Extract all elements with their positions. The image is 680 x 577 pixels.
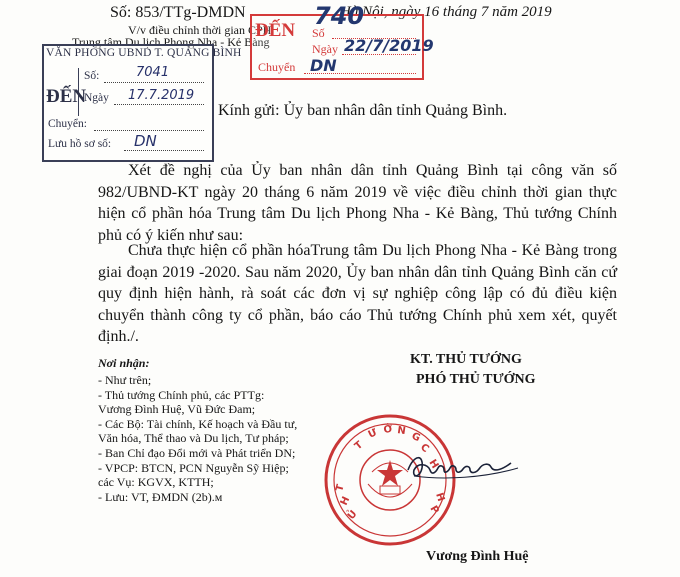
recipients-title: Nơi nhận: [98, 356, 150, 370]
recipient-line: - Ban Chỉ đạo Đổi mới và Phát triển DN; [98, 445, 296, 460]
stamp-blue-date-value: 17.7.2019 [128, 88, 195, 103]
stamp-red-overlay-number: 740 [314, 2, 365, 30]
svg-text:N: N [396, 425, 407, 438]
recipient-line: Văn hóa, Thể thao và Du lịch, Tư pháp; [98, 431, 289, 446]
stamp-blue-number-value: 7041 [136, 65, 170, 80]
stamp-red-label-chuyen: Chuyển [258, 60, 296, 74]
subject-line: V/v điều chỉnh thời gian CPH [128, 23, 272, 37]
stamp-blue-label-ngay: Ngày [84, 92, 109, 104]
recipient-line: - VPCP: BTCN, PCN Nguyễn Sỹ Hiệp; [98, 460, 289, 475]
stamp-blue-header: VĂN PHÒNG UBND T. QUẢNG BÌNH [46, 47, 242, 59]
recipient-line: - Lưu: VT, ĐMDN (2b).м [98, 489, 223, 504]
svg-text:H: H [426, 457, 441, 471]
document-date: Hà Nội, ngày 16 tháng 7 năm 2019 [340, 4, 552, 20]
stamp-blue-luu-value: DN [134, 132, 157, 150]
svg-text:Ủ: Ủ [345, 508, 360, 522]
recipient-line: - Các Bộ: Tài chính, Kế hoạch và Đầu tư, [98, 416, 298, 431]
recipient-line: - Thủ tướng Chính phủ, các PTTg: [98, 387, 265, 402]
svg-text:T: T [352, 439, 366, 453]
svg-text:C: C [418, 441, 431, 456]
recipient-line: Vương Đình Huệ, Vũ Đức Đam; [98, 402, 256, 417]
body-paragraph-2: Chưa thực hiện cổ phần hóaTrung tâm Du lịch Phong Nha - Kẻ Bàng trong giai đoạn 2019 -2020. Sau năm 2020, Ủy ban nhân dân tỉnh Quảng Bình căn cứ quy định hiện hành, rà soát các đơn vị sự nghiệp công lập có đủ điều kiện chuyển thành công ty cổ phần, báo cáo Thủ tướng Chính phủ xem xét, quyết định./. [98, 242, 617, 345]
signer-title-line-1: KT. THỦ TƯỚNG [410, 352, 522, 367]
svg-text:Ớ: Ớ [382, 423, 394, 436]
subject-organization: Trung tâm Du lịch Phong Nha - Kẻ Bàng [72, 35, 270, 49]
recipients-list [98, 373, 297, 504]
stamp-blue-label-so: Số: [84, 70, 100, 82]
stamp-red-date-value: 22/7/2019 [344, 36, 434, 55]
document-number: Số: 853/TTg-DMDN [110, 4, 246, 21]
stamp-blue-label-luu: Lưu hồ sơ số: [48, 138, 112, 150]
stamp-red-chuyen-value: DN [310, 56, 337, 75]
incoming-stamp-red [250, 2, 434, 80]
stamp-blue-label-chuyen: Chuyển: [48, 118, 87, 130]
greeting-line: Kính gửi: Ủy ban nhân dân tỉnh Quảng Bình. [218, 102, 508, 119]
svg-text:G: G [409, 430, 422, 445]
svg-text:H: H [433, 491, 447, 503]
stamp-red-label-so: Số [312, 26, 325, 40]
svg-text:Ư: Ư [366, 427, 379, 441]
incoming-stamp-blue [42, 44, 242, 162]
stamp-blue-title: ĐẾN [46, 86, 87, 107]
recipient-line: các Vụ: KGVX, KTTH; [98, 475, 214, 490]
handwritten-signature [400, 440, 530, 490]
svg-text:T: T [334, 483, 347, 493]
body-paragraph-1: Xét đề nghị của Ủy ban nhân dân tỉnh Quảng Bình tại công văn số 982/UBND-KT ngày 20 tháng 6 năm 2019 về việc điều chỉnh thời gian thực hiện cổ phần hóa Trung tâm Du lịch Phong Nha - Kẻ Bàng, Thủ tướng Chính phủ có ý kiến như sau: [98, 162, 617, 244]
svg-text:H: H [338, 495, 353, 508]
signer-name: Vương Đình Huệ [426, 549, 529, 564]
svg-text:P: P [427, 504, 441, 516]
stamp-red-title: ĐẾN [255, 20, 296, 41]
signer-title-line-2: PHÓ THỦ TƯỚNG [416, 372, 536, 387]
recipient-line: - Như trên; [98, 373, 152, 387]
stamp-red-label-ngay: Ngày [312, 42, 338, 56]
